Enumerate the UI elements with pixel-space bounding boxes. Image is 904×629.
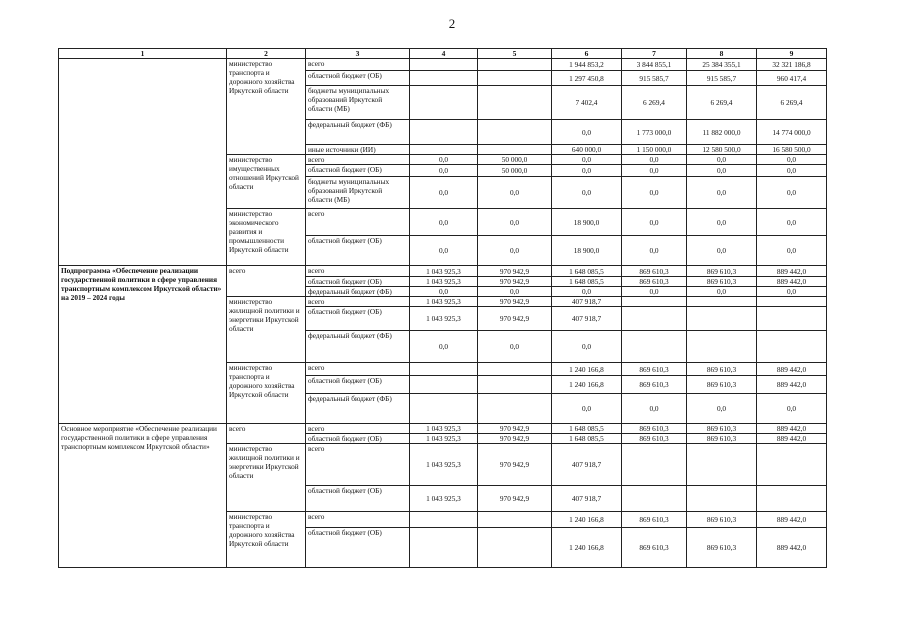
value-cell: 889 442,0 <box>757 363 827 376</box>
value-cell <box>478 363 552 376</box>
value-cell: 1 240 166,8 <box>552 363 622 376</box>
value-cell <box>757 331 827 363</box>
page-number: 2 <box>448 16 456 31</box>
value-cell: 0,0 <box>622 155 687 165</box>
value-cell: 869 610,3 <box>622 528 687 568</box>
value-cell: 0,0 <box>757 209 827 236</box>
value-cell: 0,0 <box>757 236 827 266</box>
value-cell: 50 000,0 <box>478 165 552 177</box>
executor-cell: министерство жилищной политики и энергетики Иркутской области <box>227 444 306 512</box>
value-cell: 0,0 <box>622 209 687 236</box>
value-cell <box>410 120 478 145</box>
value-cell: 7 402,4 <box>552 86 622 120</box>
value-cell: 0,0 <box>410 165 478 177</box>
source-cell: областной бюджет (ОБ) <box>306 277 410 287</box>
value-cell <box>478 120 552 145</box>
source-cell: федеральный бюджет (ФБ) <box>306 287 410 297</box>
value-cell: 0,0 <box>478 331 552 363</box>
value-cell <box>622 444 687 486</box>
value-cell: 869 610,3 <box>687 277 757 287</box>
value-cell: 0,0 <box>552 394 622 424</box>
value-cell: 640 000,0 <box>552 145 622 155</box>
value-cell: 1 043 925,3 <box>410 424 478 434</box>
value-cell <box>478 86 552 120</box>
source-cell: всего <box>306 209 410 236</box>
value-cell: 50 000,0 <box>478 155 552 165</box>
value-cell <box>687 486 757 512</box>
value-cell: 869 610,3 <box>622 266 687 277</box>
value-cell: 6 269,4 <box>757 86 827 120</box>
value-cell: 0,0 <box>757 394 827 424</box>
value-cell <box>478 512 552 528</box>
value-cell: 0,0 <box>410 177 478 209</box>
value-cell <box>478 71 552 86</box>
column-header: 5 <box>478 49 552 59</box>
value-cell: 970 942,9 <box>478 434 552 444</box>
value-cell: 0,0 <box>552 287 622 297</box>
value-cell: 1 297 450,8 <box>552 71 622 86</box>
value-cell: 0,0 <box>552 120 622 145</box>
value-cell <box>478 528 552 568</box>
value-cell: 0,0 <box>410 287 478 297</box>
value-cell: 0,0 <box>622 236 687 266</box>
value-cell: 970 942,9 <box>478 307 552 331</box>
executor-cell: министерство транспорта и дорожного хозяйства Иркутской области <box>227 59 306 155</box>
column-header: 7 <box>622 49 687 59</box>
value-cell: 869 610,3 <box>687 266 757 277</box>
source-cell: областной бюджет (ОБ) <box>306 528 410 568</box>
executor-cell: министерство транспорта и дорожного хозяйства Иркутской области <box>227 363 306 424</box>
column-header: 1 <box>59 49 227 59</box>
value-cell: 0,0 <box>622 177 687 209</box>
value-cell: 0,0 <box>478 236 552 266</box>
value-cell: 1 043 925,3 <box>410 297 478 307</box>
source-cell: всего <box>306 155 410 165</box>
value-cell: 889 442,0 <box>757 376 827 394</box>
value-cell <box>410 363 478 376</box>
source-cell: областной бюджет (ОБ) <box>306 165 410 177</box>
value-cell: 915 585,7 <box>622 71 687 86</box>
program-cell <box>59 59 227 266</box>
value-cell: 0,0 <box>410 155 478 165</box>
column-header: 6 <box>552 49 622 59</box>
value-cell: 0,0 <box>757 165 827 177</box>
value-cell: 869 610,3 <box>687 424 757 434</box>
value-cell <box>410 71 478 86</box>
source-cell: всего <box>306 444 410 486</box>
source-cell: областной бюджет (ОБ) <box>306 236 410 266</box>
value-cell: 0,0 <box>478 177 552 209</box>
value-cell: 970 942,9 <box>478 297 552 307</box>
value-cell: 407 918,7 <box>552 307 622 331</box>
value-cell: 1 043 925,3 <box>410 444 478 486</box>
executor-cell: министерство экономического развития и промышленности Иркутской области <box>227 209 306 266</box>
value-cell: 889 442,0 <box>757 277 827 287</box>
value-cell: 0,0 <box>622 394 687 424</box>
value-cell: 0,0 <box>622 165 687 177</box>
value-cell: 889 442,0 <box>757 512 827 528</box>
subprogram-title-cell: Подпрограмма «Обеспечение реализации государственной политики в сфере управления транспортным комплексом Иркутской области» на 2019 – 2024 годы <box>59 266 227 424</box>
value-cell: 0,0 <box>687 177 757 209</box>
value-cell: 869 610,3 <box>622 363 687 376</box>
column-header: 4 <box>410 49 478 59</box>
value-cell: 869 610,3 <box>622 424 687 434</box>
value-cell <box>410 86 478 120</box>
value-cell: 0,0 <box>687 287 757 297</box>
value-cell: 0,0 <box>757 287 827 297</box>
value-cell: 0,0 <box>687 209 757 236</box>
budget-table <box>58 48 827 568</box>
value-cell: 1 944 853,2 <box>552 59 622 71</box>
value-cell <box>687 444 757 486</box>
value-cell: 970 942,9 <box>478 424 552 434</box>
value-cell: 1 648 085,5 <box>552 424 622 434</box>
value-cell <box>622 307 687 331</box>
source-cell: всего <box>306 266 410 277</box>
source-cell: областной бюджет (ОБ) <box>306 486 410 512</box>
value-cell <box>687 307 757 331</box>
value-cell: 869 610,3 <box>687 434 757 444</box>
value-cell: 3 844 855,1 <box>622 59 687 71</box>
value-cell: 869 610,3 <box>687 528 757 568</box>
value-cell: 970 942,9 <box>478 444 552 486</box>
value-cell: 25 384 355,1 <box>687 59 757 71</box>
value-cell: 407 918,7 <box>552 486 622 512</box>
value-cell: 32 321 186,8 <box>757 59 827 71</box>
value-cell: 1 648 085,5 <box>552 434 622 444</box>
value-cell: 889 442,0 <box>757 266 827 277</box>
value-cell: 0,0 <box>687 155 757 165</box>
value-cell: 1 240 166,8 <box>552 376 622 394</box>
value-cell <box>410 512 478 528</box>
value-cell: 0,0 <box>410 236 478 266</box>
value-cell: 869 610,3 <box>622 512 687 528</box>
value-cell <box>478 376 552 394</box>
source-cell: всего <box>306 297 410 307</box>
value-cell <box>478 145 552 155</box>
source-cell: всего <box>306 363 410 376</box>
value-cell: 0,0 <box>757 155 827 165</box>
value-cell: 869 610,3 <box>687 363 757 376</box>
source-cell: федеральный бюджет (ФБ) <box>306 394 410 424</box>
value-cell <box>622 331 687 363</box>
value-cell: 0,0 <box>478 287 552 297</box>
activity-title-cell: Основное мероприятие «Обеспечение реализации государственной политики в сфере управления транспортным комплексом Иркутской области» <box>59 424 227 568</box>
executor-cell: министерство имущественных отношений Иркутской области <box>227 155 306 209</box>
value-cell: 0,0 <box>410 209 478 236</box>
value-cell <box>757 486 827 512</box>
value-cell: 889 442,0 <box>757 528 827 568</box>
executor-cell: министерство жилищной политики и энергетики Иркутской области <box>227 297 306 363</box>
value-cell: 12 580 500,0 <box>687 145 757 155</box>
value-cell: 970 942,9 <box>478 486 552 512</box>
value-cell: 869 610,3 <box>687 376 757 394</box>
table-header-row <box>59 49 827 59</box>
value-cell: 1 150 000,0 <box>622 145 687 155</box>
source-cell: областной бюджет (ОБ) <box>306 307 410 331</box>
source-cell: бюджеты муниципальных образований Иркутской области (МБ) <box>306 86 410 120</box>
value-cell <box>622 297 687 307</box>
value-cell: 6 269,4 <box>687 86 757 120</box>
value-cell: 869 610,3 <box>687 512 757 528</box>
value-cell <box>687 331 757 363</box>
value-cell <box>410 394 478 424</box>
value-cell: 1 043 925,3 <box>410 277 478 287</box>
value-cell: 0,0 <box>552 331 622 363</box>
value-cell: 1 648 085,5 <box>552 266 622 277</box>
column-header: 8 <box>687 49 757 59</box>
value-cell: 18 900,0 <box>552 236 622 266</box>
value-cell: 6 269,4 <box>622 86 687 120</box>
value-cell: 0,0 <box>552 177 622 209</box>
source-cell: областной бюджет (ОБ) <box>306 434 410 444</box>
executor-cell: министерство транспорта и дорожного хозяйства Иркутской области <box>227 512 306 568</box>
value-cell <box>687 297 757 307</box>
executor-cell: всего <box>227 266 306 297</box>
value-cell <box>622 486 687 512</box>
value-cell <box>478 394 552 424</box>
source-cell: областной бюджет (ОБ) <box>306 376 410 394</box>
value-cell: 889 442,0 <box>757 434 827 444</box>
value-cell: 0,0 <box>552 165 622 177</box>
value-cell: 1 648 085,5 <box>552 277 622 287</box>
value-cell: 0,0 <box>687 394 757 424</box>
column-header: 9 <box>757 49 827 59</box>
value-cell: 0,0 <box>687 236 757 266</box>
value-cell: 1 240 166,8 <box>552 512 622 528</box>
value-cell <box>757 307 827 331</box>
value-cell <box>410 376 478 394</box>
value-cell: 869 610,3 <box>622 434 687 444</box>
value-cell: 0,0 <box>622 287 687 297</box>
value-cell: 407 918,7 <box>552 297 622 307</box>
value-cell: 1 043 925,3 <box>410 486 478 512</box>
source-cell: областной бюджет (ОБ) <box>306 71 410 86</box>
value-cell: 915 585,7 <box>687 71 757 86</box>
value-cell: 1 043 925,3 <box>410 434 478 444</box>
value-cell: 407 918,7 <box>552 444 622 486</box>
executor-cell: всего <box>227 424 306 444</box>
value-cell: 869 610,3 <box>622 376 687 394</box>
value-cell <box>410 528 478 568</box>
value-cell: 18 900,0 <box>552 209 622 236</box>
value-cell <box>478 59 552 71</box>
value-cell: 14 774 000,0 <box>757 120 827 145</box>
table-row <box>59 59 827 71</box>
value-cell <box>410 59 478 71</box>
value-cell: 0,0 <box>552 155 622 165</box>
source-cell: бюджеты муниципальных образований Иркутской области (МБ) <box>306 177 410 209</box>
value-cell: 970 942,9 <box>478 266 552 277</box>
value-cell: 0,0 <box>410 331 478 363</box>
value-cell: 1 043 925,3 <box>410 307 478 331</box>
value-cell <box>410 145 478 155</box>
value-cell: 869 610,3 <box>622 277 687 287</box>
value-cell: 11 882 000,0 <box>687 120 757 145</box>
column-header: 2 <box>227 49 306 59</box>
value-cell: 16 580 500,0 <box>757 145 827 155</box>
column-header: 3 <box>306 49 410 59</box>
source-cell: всего <box>306 424 410 434</box>
table-row <box>59 424 827 434</box>
source-cell: федеральный бюджет (ФБ) <box>306 120 410 145</box>
source-cell: федеральный бюджет (ФБ) <box>306 331 410 363</box>
value-cell <box>757 297 827 307</box>
table-row <box>59 266 827 277</box>
value-cell: 1 240 166,8 <box>552 528 622 568</box>
value-cell <box>757 444 827 486</box>
value-cell: 1 773 000,0 <box>622 120 687 145</box>
source-cell: всего <box>306 512 410 528</box>
value-cell: 970 942,9 <box>478 277 552 287</box>
value-cell: 960 417,4 <box>757 71 827 86</box>
value-cell: 0,0 <box>478 209 552 236</box>
source-cell: всего <box>306 59 410 71</box>
value-cell: 0,0 <box>757 177 827 209</box>
value-cell: 1 043 925,3 <box>410 266 478 277</box>
source-cell: иные источники (ИИ) <box>306 145 410 155</box>
value-cell: 889 442,0 <box>757 424 827 434</box>
value-cell: 0,0 <box>687 165 757 177</box>
